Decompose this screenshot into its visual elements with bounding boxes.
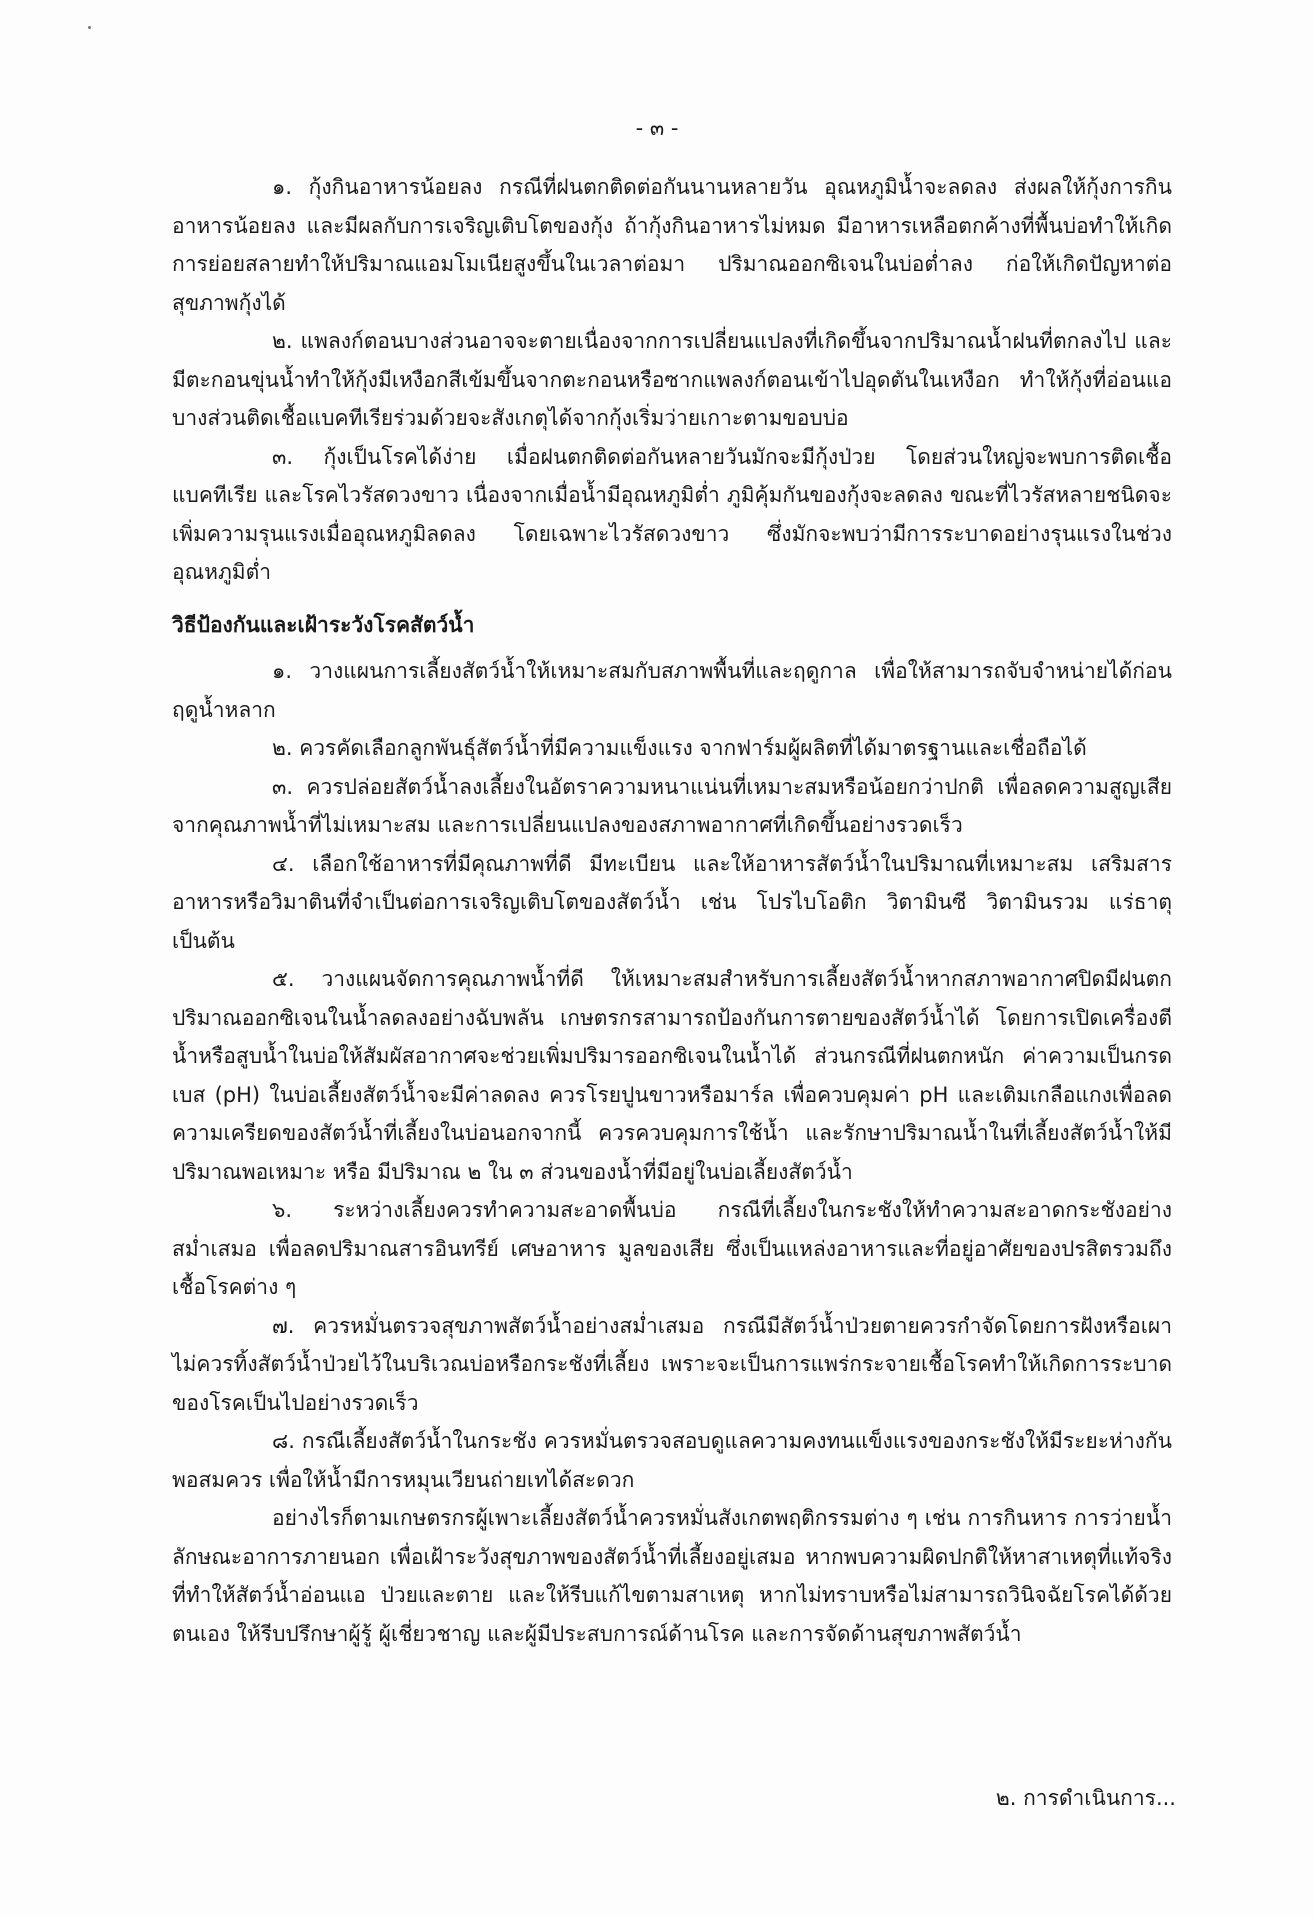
effect-paragraph-3: ๓. กุ้งเป็นโรคได้ง่าย เมื่อฝนตกติดต่อกันหลายวันมักจะมีกุ้งป่วย โดยส่วนใหญ่จะพบการติดเชื้อแบคทีเรีย และโรคไวรัสดวงขาว เนื่องจากเมื่อน้ำมีอุณหภูมิต่ำ ภูมิคุ้มกันของกุ้งจะลดลง ขณะที่ไวรัสหลายชนิดจะเพิ่มความรุนแรงเมื่ออุณหภูมิลดลง โดยเฉพาะไวรัสดวงขาว ซึ่งมักจะพบว่ามีการระบาดอย่างรุนแรงในช่วงอุณหภูมิต่ำ xyxy=(172,444,1172,584)
prevention-item-7: ๗. ควรหมั่นตรวจสุขภาพสัตว์น้ำอย่างสม่ำเสมอ กรณีมีสัตว์น้ำป่วยตายควรกำจัดโดยการฝังหรือเผา ไม่ควรทิ้งสัตว์น้ำป่วยไว้ในบริเวณบ่อหรือกระชังที่เลี้ยง เพราะจะเป็นการแพร่กระจายเชื้อโรคทำให้เกิดการระบาดของโรคเป็นไปอย่างรวดเร็ว xyxy=(172,1313,1172,1415)
effect-paragraph-2: ๒. แพลงก์ตอนบางส่วนอาจจะตายเนื่องจากการเปลี่ยนแปลงที่เกิดขึ้นจากปริมาณน้ำฝนที่ตกลงไป และมีตะกอนขุ่นน้ำทำให้กุ้งมีเหงือกสีเข้มขึ้นจากตะกอนหรือซากแพลงก์ตอนเข้าไปอุดตันในเหงือก ทำให้กุ้งที่อ่อนแอบางส่วนติดเชื้อแบคทีเรียร่วมด้วยจะสังเกตุได้จากกุ้งเริ่มว่ายเกาะตามขอบบ่อ xyxy=(172,329,1172,430)
prevention-item-1: ๑. วางแผนการเลี้ยงสัตว์น้ำให้เหมาะสมกับสภาพพื้นที่และฤดูกาล เพื่อให้สามารถจับจำหน่ายได้ก่อนฤดูน้ำหลาก xyxy=(172,659,1172,722)
page-number: - ๓ - xyxy=(635,116,679,140)
prevention-item-6: ๖. ระหว่างเลี้ยงควรทำความสะอาดพื้นบ่อ กรณีที่เลี้ยงในกระชังให้ทำความสะอาดกระชังอย่างสม่ำเสมอ เพื่อลดปริมาณสารอินทรีย์ เศษอาหาร มูลของเสีย ซึ่งเป็นแหล่งอาหารและที่อยู่อาศัยของปรสิตรวมถึงเชื้อโรคต่าง ๆ xyxy=(172,1198,1172,1299)
prevention-item-2: ๒. ควรคัดเลือกลูกพันธุ์สัตว์น้ำที่มีความแข็งแรง จากฟาร์มผู้ผลิตที่ได้มาตรฐานและเชื่อถือได้ xyxy=(272,736,1087,760)
closing-paragraph: อย่างไรก็ตามเกษตรกรผู้เพาะเลี้ยงสัตว์น้ำควรหมั่นสังเกตพฤติกรรมต่าง ๆ เช่น การกินหาร การว่ายน้ำ ลักษณะอาการภายนอก เพื่อเฝ้าระวังสุขภาพของสัตว์น้ำที่เลี้ยงอยู่เสมอ หากพบความผิดปกติให้หาสาเหตุที่แท้จริงที่ทำให้สัตว์น้ำอ่อนแอ ป่วยและตาย และให้รีบแก้ไขตามสาเหตุ หากไม่ทราบหรือไม่สามารถวินิจฉัยโรคได้ด้วยตนเอง ให้รีบปรึกษาผู้รู้ ผู้เชี่ยวชาญ และผู้มีประสบการณ์ด้านโรค และการจัดด้านสุขภาพสัตว์น้ำ xyxy=(172,1506,1172,1646)
prevention-item-4: ๔. เลือกใช้อาหารที่มีคุณภาพที่ดี มีทะเบียน และให้อาหารสัตว์น้ำในปริมาณที่เหมาะสม เสริมสารอาหารหรือวิมาตินที่จำเป็นต่อการเจริญเติบโตของสัตว์น้ำ เช่น โปรไบโอติก วิตามินซี วิตามินรวม แร่ธาตุ เป็นต้น xyxy=(172,851,1172,953)
document-body xyxy=(172,168,1172,1653)
prevention-item-8: ๘. กรณีเลี้ยงสัตว์น้ำในกระชัง ควรหมั่นตรวจสอบดูแลความคงทนแข็งแรงของกระชังให้มีระยะห่างกันพอสมควร เพื่อให้น้ำมีการหมุนเวียนถ่ายเทได้สะดวก xyxy=(172,1429,1172,1492)
prevention-item-3: ๓. ควรปล่อยสัตว์น้ำลงเลี้ยงในอัตราความหนาแน่นที่เหมาะสมหรือน้อยกว่าปกติ เพื่อลดความสูญเสียจากคุณภาพน้ำที่ไม่เหมาะสม และการเปลี่ยนแปลงของสภาพอากาศที่เกิดขึ้นอย่างรวดเร็ว xyxy=(172,774,1172,837)
section-heading: วิธีป้องกันและเฝ้าระวังโรคสัตว์น้ำ xyxy=(172,612,475,637)
scan-speck xyxy=(88,26,91,29)
continuation-note: ๒. การดำเนินการ... xyxy=(995,1786,1176,1810)
effect-paragraph-1: ๑. กุ้งกินอาหารน้อยลง กรณีที่ฝนตกติดต่อกันนานหลายวัน อุณหภูมิน้ำจะลดลง ส่งผลให้กุ้งการกินอาหารน้อยลง และมีผลกับการเจริญเติบโตของกุ้ง ถ้ากุ้งกินอาหารไม่หมด มีอาหารเหลือตกค้างที่พื้นบ่อทำให้เกิดการย่อยสลายทำให้ปริมาณแอมโมเนียสูงขึ้นในเวลาต่อมา ปริมาณออกซิเจนในบ่อต่ำลง ก่อให้เกิดปัญหาต่อสุขภาพกุ้งได้ xyxy=(172,175,1172,315)
prevention-item-5: ๕. วางแผนจัดการคุณภาพน้ำที่ดี ให้เหมาะสมสำหรับการเลี้ยงสัตว์น้ำหากสภาพอากาศปิดมีฝนตก ปริมาณออกซิเจนในน้ำลดลงอย่างฉับพลัน เกษตรกรสามารถป้องกันการตายของสัตว์น้ำได้ โดยการเปิดเครื่องตีน้ำหรือสูบน้ำในบ่อให้สัมผัสอากาศจะช่วยเพิ่มปริมารออกซิเจนในน้ำได้ ส่วนกรณีที่ฝนตกหนัก ค่าความเป็นกรดเบส (pH) ในบ่อเลี้ยงสัตว์น้ำจะมีค่าลดลง ควรโรยปูนขาวหรือมาร์ล เพื่อควบคุมค่า pH และเติมเกลือแกงเพื่อลดความเครียดของสัตว์น้ำที่เลี้ยงในบ่อนอกจากนี้ ควรควบคุมการใช้น้ำ และรักษาปริมาณน้ำในที่เลี้ยงสัตว์น้ำให้มีปริมาณพอเหมาะ หรือ มีปริมาณ ๒ ใน ๓ ส่วนของน้ำที่มีอยู่ในบ่อเลี้ยงสัตว์น้ำ xyxy=(172,967,1172,1184)
